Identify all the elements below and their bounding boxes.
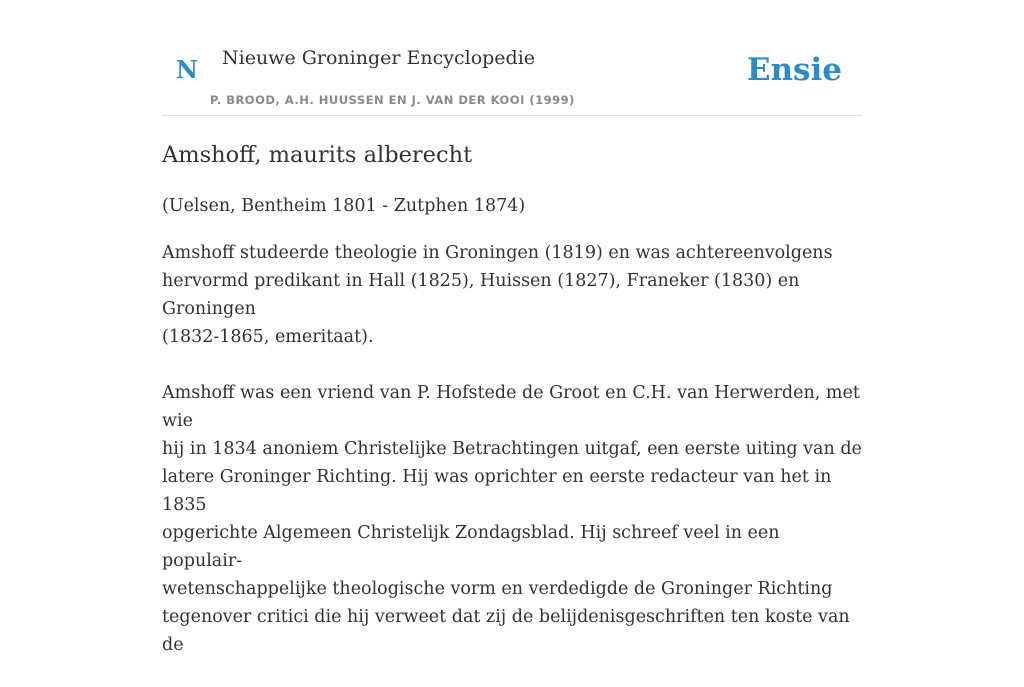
entry-title: Amshoff, maurits alberecht (162, 142, 473, 168)
page-content (162, 0, 862, 655)
entry-subtitle: (Uelsen, Bentheim 1801 - Zutphen 1874) (162, 196, 526, 216)
publication-header (162, 0, 862, 116)
brand-logo[interactable]: Ensie (746, 52, 842, 88)
publication-badge-icon[interactable]: N (176, 55, 198, 84)
entry-paragraph: Amshoff was een vriend van P. Hofstede de Groot en C.H. van Herwerden, met wie hij in 1834 anoniem Christelijke Betrachtingen uitgaf, een eerste uiting van de latere Groninger Richting. Hij was oprichter en eerste redacteur van het in 1835 opgerichte Algemeen Christelijk Zondagsblad. Hij schreef veel in een populair- wetenschappelijke theologische vorm en verdedigde de Groninger Richting tegenover critici die hij verweet dat zij de belijdenisgeschriften ten koste van de (162, 383, 862, 655)
publication-authors: P. BROOD, A.H. HUUSSEN EN J. VAN DER KOOI (1999) (210, 93, 575, 107)
entry-body (162, 239, 862, 687)
publication-title[interactable]: Nieuwe Groninger Encyclopedie (222, 47, 536, 69)
entry-paragraph: Amshoff studeerde theologie in Groningen (1819) en was achtereenvolgens hervormd predikant in Hall (1825), Huissen (1827), Franeker (1830) en Groningen (1832-1865, emeritaat). (162, 243, 833, 347)
